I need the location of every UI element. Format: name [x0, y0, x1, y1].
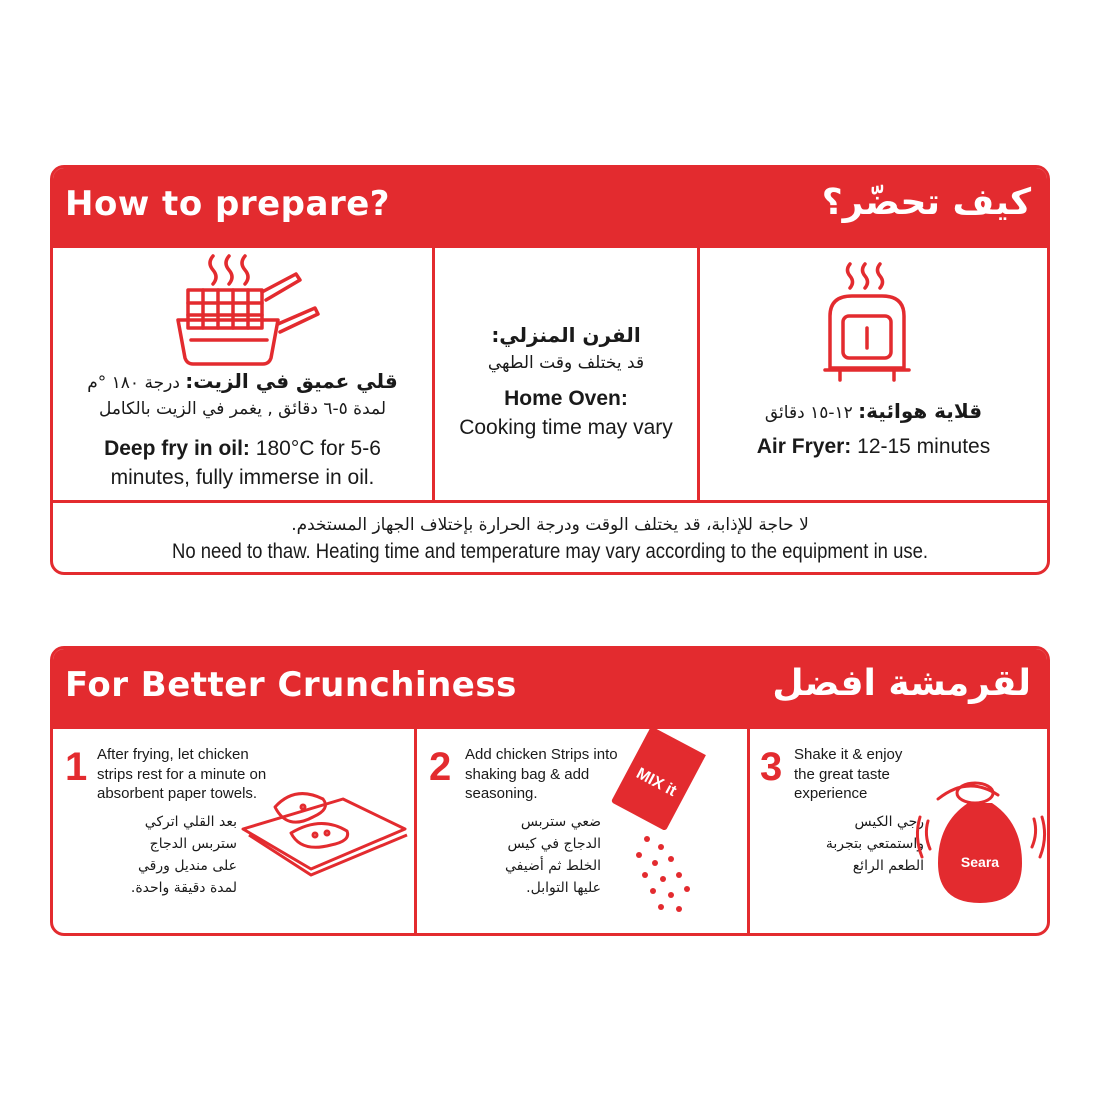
air-fryer-en-label: Air Fryer:: [756, 435, 852, 458]
crunch-header: [53, 649, 1047, 729]
step-text-line: the great taste: [794, 765, 890, 783]
step-text-line: ضعي ستربس: [520, 814, 601, 830]
oven-ar-text: قد يختلف وقت الطهي: [487, 353, 645, 373]
step-text-line: Shake it & enjoy: [794, 746, 903, 763]
step-text-line: رجي الكيس: [854, 814, 924, 830]
step-text-line: seasoning.: [465, 785, 538, 802]
step-text-line: Add chicken Strips into: [465, 746, 618, 763]
step-text-line: واستمتعي بتجربة: [825, 836, 924, 852]
air-fryer-cell: [700, 248, 1047, 500]
step-text-line: بعد القلي اتركي: [144, 814, 237, 830]
oven-en: [435, 384, 697, 442]
chicken-strips-on-paper-icon: [53, 729, 414, 936]
deep-fry-cell: [53, 248, 432, 500]
step-text-line: After frying, let chicken: [97, 746, 249, 763]
step-text-line: strips rest for a minute on: [97, 765, 267, 783]
note-en: No need to thaw. Heating time and temperature may vary according to the equipment in use.: [171, 540, 929, 563]
prepare-title-en: How to prepare?: [65, 184, 391, 224]
step-text-line: الخلط ثم أضيفي: [505, 858, 601, 874]
prepare-title-ar: كيف تحضّر؟: [821, 182, 1031, 223]
oven-en-text: Cooking time may vary: [459, 416, 673, 439]
shaking-bag-icon: [750, 729, 1047, 936]
step-2: [417, 729, 747, 936]
step-number: 3: [760, 745, 783, 789]
better-crunchiness-panel: [50, 646, 1050, 936]
note-ar: لا حاجة للإذابة، قد يختلف الوقت ودرجة الحرارة بإختلاف الجهاز المستخدم.: [291, 515, 809, 535]
step-number: 2: [429, 745, 452, 789]
oven-ar-label: الفرن المنزلي:: [491, 323, 641, 347]
step-text-line: عليها التوابل.: [526, 880, 601, 896]
step-text-line: الدجاج في كيس: [507, 836, 601, 852]
step-text-line: الطعم الرائع: [852, 858, 924, 874]
home-oven-cell: [435, 248, 697, 500]
deep-fry-ar: [53, 368, 432, 422]
deep-fry-en: [53, 434, 432, 492]
step-3: [750, 729, 1047, 936]
step-text-line: ستربس الدجاج: [149, 836, 237, 852]
seasoning-bag-icon: [417, 729, 747, 936]
step-text-line: shaking bag & add: [465, 765, 590, 783]
deep-fry-en-text2: minutes, fully immerse in oil.: [110, 466, 375, 489]
oven-en-label: Home Oven:: [504, 387, 628, 410]
deep-fry-ar-line1: درجة ١٨٠ °م: [87, 373, 180, 393]
air-fryer-ar-text: ١٢-١٥ دقائق: [764, 403, 853, 423]
oven-ar: [435, 322, 697, 376]
how-to-prepare-panel: [50, 165, 1050, 575]
air-fryer-ar-label: قلاية هوائية:: [858, 399, 983, 423]
crunch-title-en: For Better Crunchiness: [65, 665, 517, 705]
step-text-line: absorbent paper towels.: [97, 785, 258, 802]
bag-brand-label: Seara: [960, 854, 1000, 870]
air-fryer-ar: [700, 398, 1047, 426]
air-fryer-en-text: 12-15 minutes: [857, 435, 991, 458]
deep-fry-en-label: Deep fry in oil:: [104, 437, 250, 460]
step-text-line: على منديل ورقي: [137, 858, 237, 874]
step-1: [53, 729, 414, 936]
bag-label: MIX it: [633, 765, 680, 801]
step-text-line: لمدة دقيقة واحدة.: [130, 880, 237, 896]
step-number: 1: [65, 745, 88, 789]
air-fryer-en: [700, 432, 1047, 461]
crunch-title-ar: لقرمشة افضل: [772, 663, 1031, 704]
deep-fry-ar-label: قلي عميق في الزيت:: [185, 369, 398, 393]
deep-fry-en-text1: 180°C for 5-6: [255, 437, 381, 460]
step-text-line: experience: [794, 785, 868, 802]
deep-fry-ar-line2: لمدة ٥-٦ دقائق , يغمر في الزيت بالكامل: [98, 399, 387, 419]
air-fryer-icon: [700, 248, 1047, 500]
divider: [53, 500, 1047, 503]
prepare-header: [53, 168, 1047, 248]
